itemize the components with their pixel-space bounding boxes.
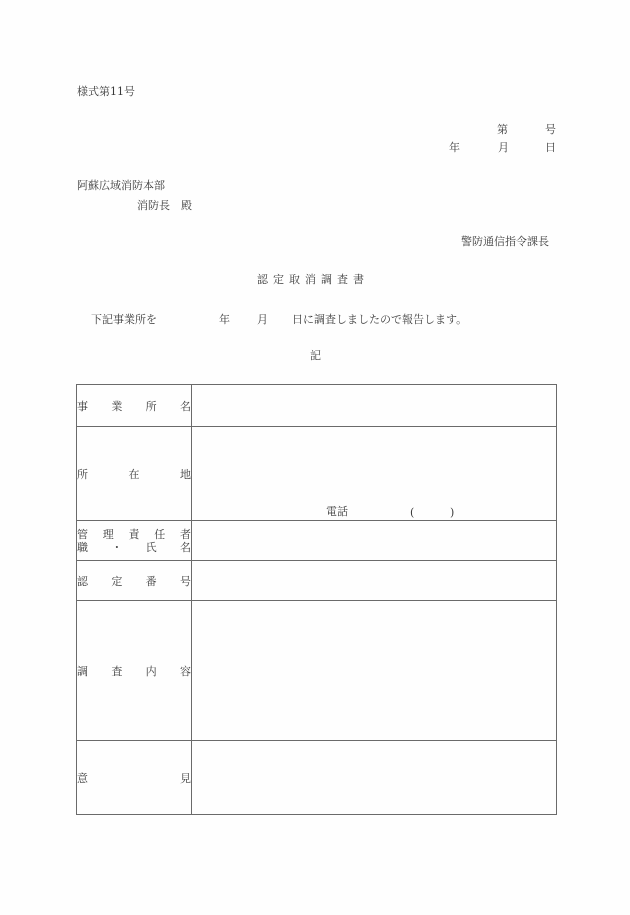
- date-month: 月: [498, 141, 509, 154]
- body-prefix: 下記事業所を: [91, 313, 157, 326]
- recipient-organization: 阿蘇広域消防本部: [77, 179, 165, 192]
- number-suffix: 号: [545, 123, 556, 136]
- label-manager: 管 理 責 任 者 職 ・ 氏 名: [77, 521, 192, 561]
- number-prefix: 第: [497, 123, 508, 136]
- label-cert-number: 認 定 番 号: [77, 561, 192, 601]
- address-field[interactable]: [192, 427, 557, 521]
- label-address: 所 在 地: [77, 427, 192, 521]
- business-name-field[interactable]: [192, 385, 557, 427]
- document-title: 認定取消調査書: [257, 273, 369, 286]
- body-suffix: 日に調査しましたので報告します。: [292, 313, 468, 326]
- table-row: [77, 741, 557, 815]
- table-row: [77, 601, 557, 741]
- survey-table: [76, 384, 557, 815]
- date-day: 日: [545, 141, 556, 154]
- table-row: [77, 427, 557, 521]
- body-month: 月: [257, 313, 268, 326]
- table-row: [77, 385, 557, 427]
- ki-heading: 記: [310, 349, 321, 362]
- label-business-name: 事 業 所 名: [77, 385, 192, 427]
- date-year: 年: [449, 141, 460, 154]
- recipient-title: 消防長 殿: [137, 199, 192, 212]
- sender: 警防通信指令課長: [461, 235, 549, 248]
- label-survey-content: 調 査 内 容: [77, 601, 192, 741]
- phone-label: 電話: [326, 505, 348, 518]
- survey-content-field[interactable]: [192, 601, 557, 741]
- table-row: [77, 521, 557, 561]
- cert-number-field[interactable]: [192, 561, 557, 601]
- opinion-field[interactable]: [192, 741, 557, 815]
- table-row: [77, 561, 557, 601]
- phone-paren-open: (: [410, 506, 415, 519]
- form-number: 様式第11号: [77, 85, 135, 98]
- label-opinion: 意 見: [77, 741, 192, 815]
- body-year: 年: [219, 313, 230, 326]
- manager-field[interactable]: [192, 521, 557, 561]
- phone-paren-close: ): [450, 506, 455, 519]
